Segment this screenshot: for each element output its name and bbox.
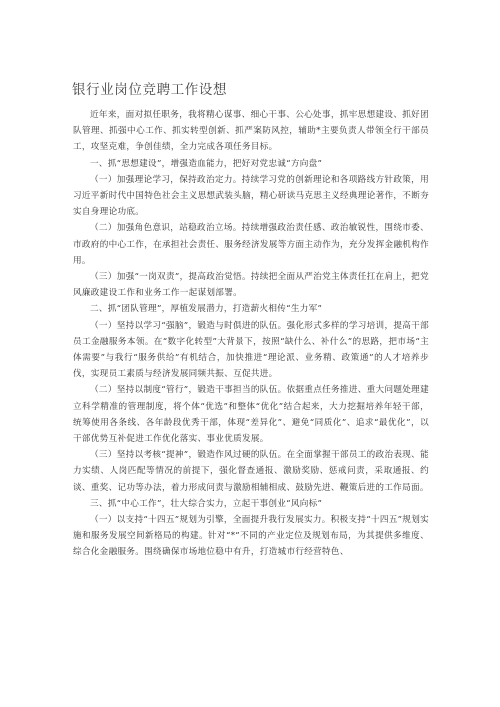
paragraph-1-3: （三）加强“一岗双责”，提高政治觉悟。持续把全面从严治党主体责任扛在肩上，把党风廉政建设工作和业务工作一起谋划部署。: [73, 272, 429, 299]
section-heading-3: 三、抓“中心工作”，壮大综合实力，立起干事创业“风向标”: [90, 498, 323, 509]
paragraph-3-1: （一）以支持“十四五”规划为引擎，全面提升我行发展实力。积极支持“十四五”规划实施和服务发展空间新格局的构建。针对“*”不同的产业定位及规划布局，为其提供多维度、综合化金融服务。围绕确保市场地位稳中有升，打造城市行经营特色、: [73, 515, 429, 558]
paragraph-2-2: （二）坚持以制度“管行”，锻造干事担当的队伍。依据重点任务推进、重大问题处理建立科学精准的管理制度，将个体“优选”和整体“优化”结合起来，大力挖掘培养年轻干部，统筹使用各条线、各年龄段优秀干部，体现“差异化”、避免“同质化”、追求“最优化”，以干部优势互补促进工作优化落实、事业优质发展。: [73, 385, 429, 445]
paragraph-2-1: （一）坚持以学习“强脑”，锻造与时俱进的队伍。强化形式多样的学习培训，提高干部员工金融服务本领。在“数字化转型”大背景下，按照“缺什么、补什么”的思路，把市场“主体需要”与我行“服务供给”有机结合，加快推进“理论派、业务精、政策通”的人才培养步伐，实现员工素质与经济发展同频共振、互促共进。: [73, 320, 429, 380]
paragraph-1-1: （一）加强理论学习，保持政治定力。持续学习党的创新理论和各项路线方针政策，用习近平新时代中国特色社会主义思想武装头脑，精心研读马克思主义经典理论著作，不断夯实自身理论功底。: [73, 174, 429, 218]
section-heading-2: 二、抓“团队管理”，厚植发展潜力，打造薪火相传“生力军”: [90, 304, 323, 315]
document-title: 银行业岗位竞聘工作设想: [72, 82, 228, 98]
paragraph-2-3: （三）坚持以考核“提神”，锻造作风过硬的队伍。在全面掌握干部员工的政治表现、能力实绩、人岗匹配等情况的前提下，强化督查通报、激励奖励、惩戒问责，采取通报、约谈、重奖、记功等办法，着力形成问责与激励相辅相成、鼓励先进、鞭策后进的工作局面。: [73, 450, 429, 493]
paragraph-1-2: （二）加强角色意识，站稳政治立场。持续增强政治责任感、政治敏锐性，围绕市委、市政府的中心工作，在承担社会责任、服务经济发展等方面主动作为，充分发挥金融机构作用。: [73, 223, 429, 266]
intro-paragraph: 近年来，面对拟任职务，我将精心谋事、细心干事、公心处事，抓牢思想建设、抓好团队管理、抓强中心工作、抓实转型创新、抓严案防风控，辅助*主要负责人带领全行干部员工，攻坚克难，争创佳绩，全力完成各项任务目标。: [73, 110, 429, 153]
section-heading-1: 一、抓“思想建设”，增强造血能力，把好对党忠诚“方向盘”: [90, 158, 323, 169]
document-body: [73, 107, 429, 561]
